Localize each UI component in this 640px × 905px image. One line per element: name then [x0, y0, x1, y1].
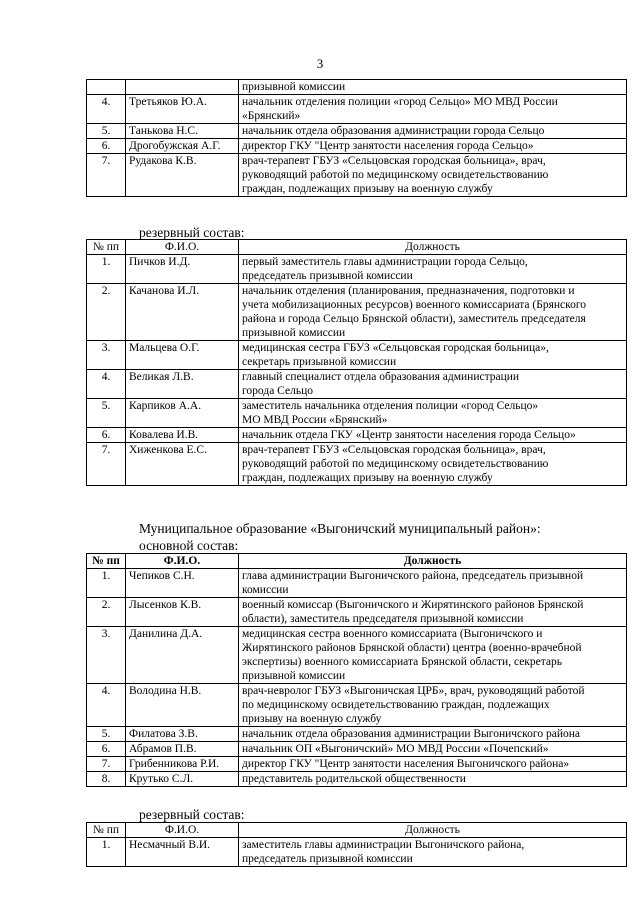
table-row — [87, 598, 627, 627]
table-row — [87, 627, 627, 684]
num-cell: 1. — [87, 838, 126, 867]
num-cell: 6. — [87, 139, 126, 154]
num-cell: 5. — [87, 727, 126, 742]
header-position: Должность — [239, 240, 627, 255]
num-cell: 6. — [87, 742, 126, 757]
position-cell: медицинская сестра военного комиссариата (Выгоничского и Жирятинского районов Брянской области) центра (военно-врачебной экспертизы) военного комиссариата Брянской области, секретарь призывной комиссии — [239, 627, 627, 684]
main-table — [86, 553, 627, 787]
name-cell: Танькова Н.С. — [126, 124, 239, 139]
position-cell: начальник отдела образования администрации города Сельцо — [239, 124, 627, 139]
table4-body — [87, 838, 627, 867]
header-position: Должность — [239, 823, 627, 838]
header-num: № пп — [87, 240, 126, 255]
table-row — [87, 370, 627, 399]
header-name: Ф.И.О. — [126, 823, 239, 838]
num-cell: 8. — [87, 772, 126, 787]
name-cell: Третьяков Ю.А. — [126, 95, 239, 124]
table-row — [87, 284, 627, 341]
table-header-row — [87, 823, 627, 838]
reserve-heading-2: резервный состав: — [139, 807, 245, 822]
num-cell: 2. — [87, 598, 126, 627]
num-cell: 5. — [87, 124, 126, 139]
page-number: 3 — [316, 56, 324, 71]
position-cell: военный комиссар (Выгоничского и Жирятинского районов Брянской области), заместитель председателя призывной комиссии — [239, 598, 627, 627]
reserve-heading: резервный состав: — [139, 225, 245, 240]
table-row — [87, 838, 627, 867]
table-row — [87, 428, 627, 443]
name-cell: Чепиков С.Н. — [126, 569, 239, 598]
position-cell: начальник отделения (планирования, предназначения, подготовки и учета мобилизационных ресурсов) военного комиссариата (Брянского района и города Сельцо Брянской области), заместитель председателя призывной комиссии — [239, 284, 627, 341]
name-cell: Володина Н.В. — [126, 684, 239, 727]
table-header-row — [87, 240, 627, 255]
name-cell: Абрамов П.В. — [126, 742, 239, 757]
header-name: Ф.И.О. — [126, 240, 239, 255]
num-cell: 4. — [87, 684, 126, 727]
name-cell: Хиженкова Е.С. — [126, 443, 239, 486]
position-cell: призывной комиссии — [239, 80, 627, 95]
num-cell: 5. — [87, 399, 126, 428]
position-cell: представитель родительской общественности — [239, 772, 627, 787]
reserve-table-2 — [86, 822, 627, 867]
table-row — [87, 255, 627, 284]
position-cell: врач-терапевт ГБУЗ «Сельцовская городская больница», врач, руководящий работой по медицинскому освидетельствованию граждан, подлежащих призыву на военную службу — [239, 154, 627, 197]
table-row — [87, 443, 627, 486]
table-row — [87, 139, 627, 154]
main-composition-heading: основной состав: — [139, 538, 239, 553]
num-cell: 4. — [87, 95, 126, 124]
num-cell: 1. — [87, 569, 126, 598]
position-cell: начальник отдела ГКУ «Центр занятости населения города Сельцо» — [239, 428, 627, 443]
table3-body — [87, 569, 627, 787]
num-cell: 7. — [87, 443, 126, 486]
num-cell: 4. — [87, 370, 126, 399]
name-cell: Карпиков А.А. — [126, 399, 239, 428]
name-cell: Филатова З.В. — [126, 727, 239, 742]
table-row — [87, 569, 627, 598]
num-cell: 1. — [87, 255, 126, 284]
table-row — [87, 80, 627, 95]
name-cell: Дрогобужская А.Г. — [126, 139, 239, 154]
table-row — [87, 684, 627, 727]
name-cell: Качанова И.Л. — [126, 284, 239, 341]
name-cell: Крутько С.Л. — [126, 772, 239, 787]
num-cell: 7. — [87, 757, 126, 772]
name-cell: Данилина Д.А. — [126, 627, 239, 684]
position-cell: главный специалист отдела образования администрации города Сельцо — [239, 370, 627, 399]
num-cell: 3. — [87, 627, 126, 684]
table-row — [87, 154, 627, 197]
position-cell: медицинская сестра ГБУЗ «Сельцовская городская больница», секретарь призывной комиссии — [239, 341, 627, 370]
position-cell: первый заместитель главы администрации города Сельцо, председатель призывной комиссии — [239, 255, 627, 284]
position-cell: врач-терапевт ГБУЗ «Сельцовская городская больница», врач, руководящий работой по медицинскому освидетельствованию граждан, подлежащих призыву на военную службу — [239, 443, 627, 486]
position-cell: начальник отдела образования администрации Выгоничского района — [239, 727, 627, 742]
table-row — [87, 742, 627, 757]
name-cell: Мальцева О.Г. — [126, 341, 239, 370]
position-cell: директор ГКУ "Центр занятости населения города Сельцо» — [239, 139, 627, 154]
position-cell: врач-невролог ГБУЗ «Выгоничская ЦРБ», врач, руководящий работой по медицинскому освидетельствованию граждан, подлежащих призыву на военную службу — [239, 684, 627, 727]
header-num: № пп — [87, 823, 126, 838]
name-cell: Рудакова К.В. — [126, 154, 239, 197]
table-row — [87, 727, 627, 742]
municipality-heading: Муниципальное образование «Выгоничский муниципальный район»: — [139, 521, 541, 536]
table-row — [87, 399, 627, 428]
table-row — [87, 772, 627, 787]
name-cell: Ковалева И.В. — [126, 428, 239, 443]
name-cell: Великая Л.В. — [126, 370, 239, 399]
table2-body — [87, 255, 627, 486]
table-row — [87, 757, 627, 772]
header-name: Ф.И.О. — [126, 554, 239, 569]
table1-body — [87, 80, 627, 197]
name-cell — [126, 80, 239, 95]
position-cell: начальник отделения полиции «город Сельцо» МО МВД России «Брянский» — [239, 95, 627, 124]
num-cell: 2. — [87, 284, 126, 341]
table-row — [87, 341, 627, 370]
position-cell: директор ГКУ "Центр занятости населения Выгоничского района» — [239, 757, 627, 772]
num-cell: 3. — [87, 341, 126, 370]
num-cell: 7. — [87, 154, 126, 197]
header-num: № пп — [87, 554, 126, 569]
table-row — [87, 95, 627, 124]
header-position: Должность — [239, 554, 627, 569]
num-cell: 6. — [87, 428, 126, 443]
name-cell: Пичков И.Д. — [126, 255, 239, 284]
reserve-table — [86, 239, 627, 486]
name-cell: Несмачный В.И. — [126, 838, 239, 867]
position-cell: глава администрации Выгоничского района, председатель призывной комиссии — [239, 569, 627, 598]
position-cell: заместитель начальника отделения полиции «город Сельцо» МО МВД России «Брянский» — [239, 399, 627, 428]
position-cell: заместитель главы администрации Выгоничского района, председатель призывной комиссии — [239, 838, 627, 867]
members-table-continued — [86, 79, 627, 197]
name-cell: Грибенникова Р.И. — [126, 757, 239, 772]
position-cell: начальник ОП «Выгоничский» МО МВД России «Почепский» — [239, 742, 627, 757]
table-header-row — [87, 554, 627, 569]
name-cell: Лысенков К.В. — [126, 598, 239, 627]
table-row — [87, 124, 627, 139]
num-cell — [87, 80, 126, 95]
